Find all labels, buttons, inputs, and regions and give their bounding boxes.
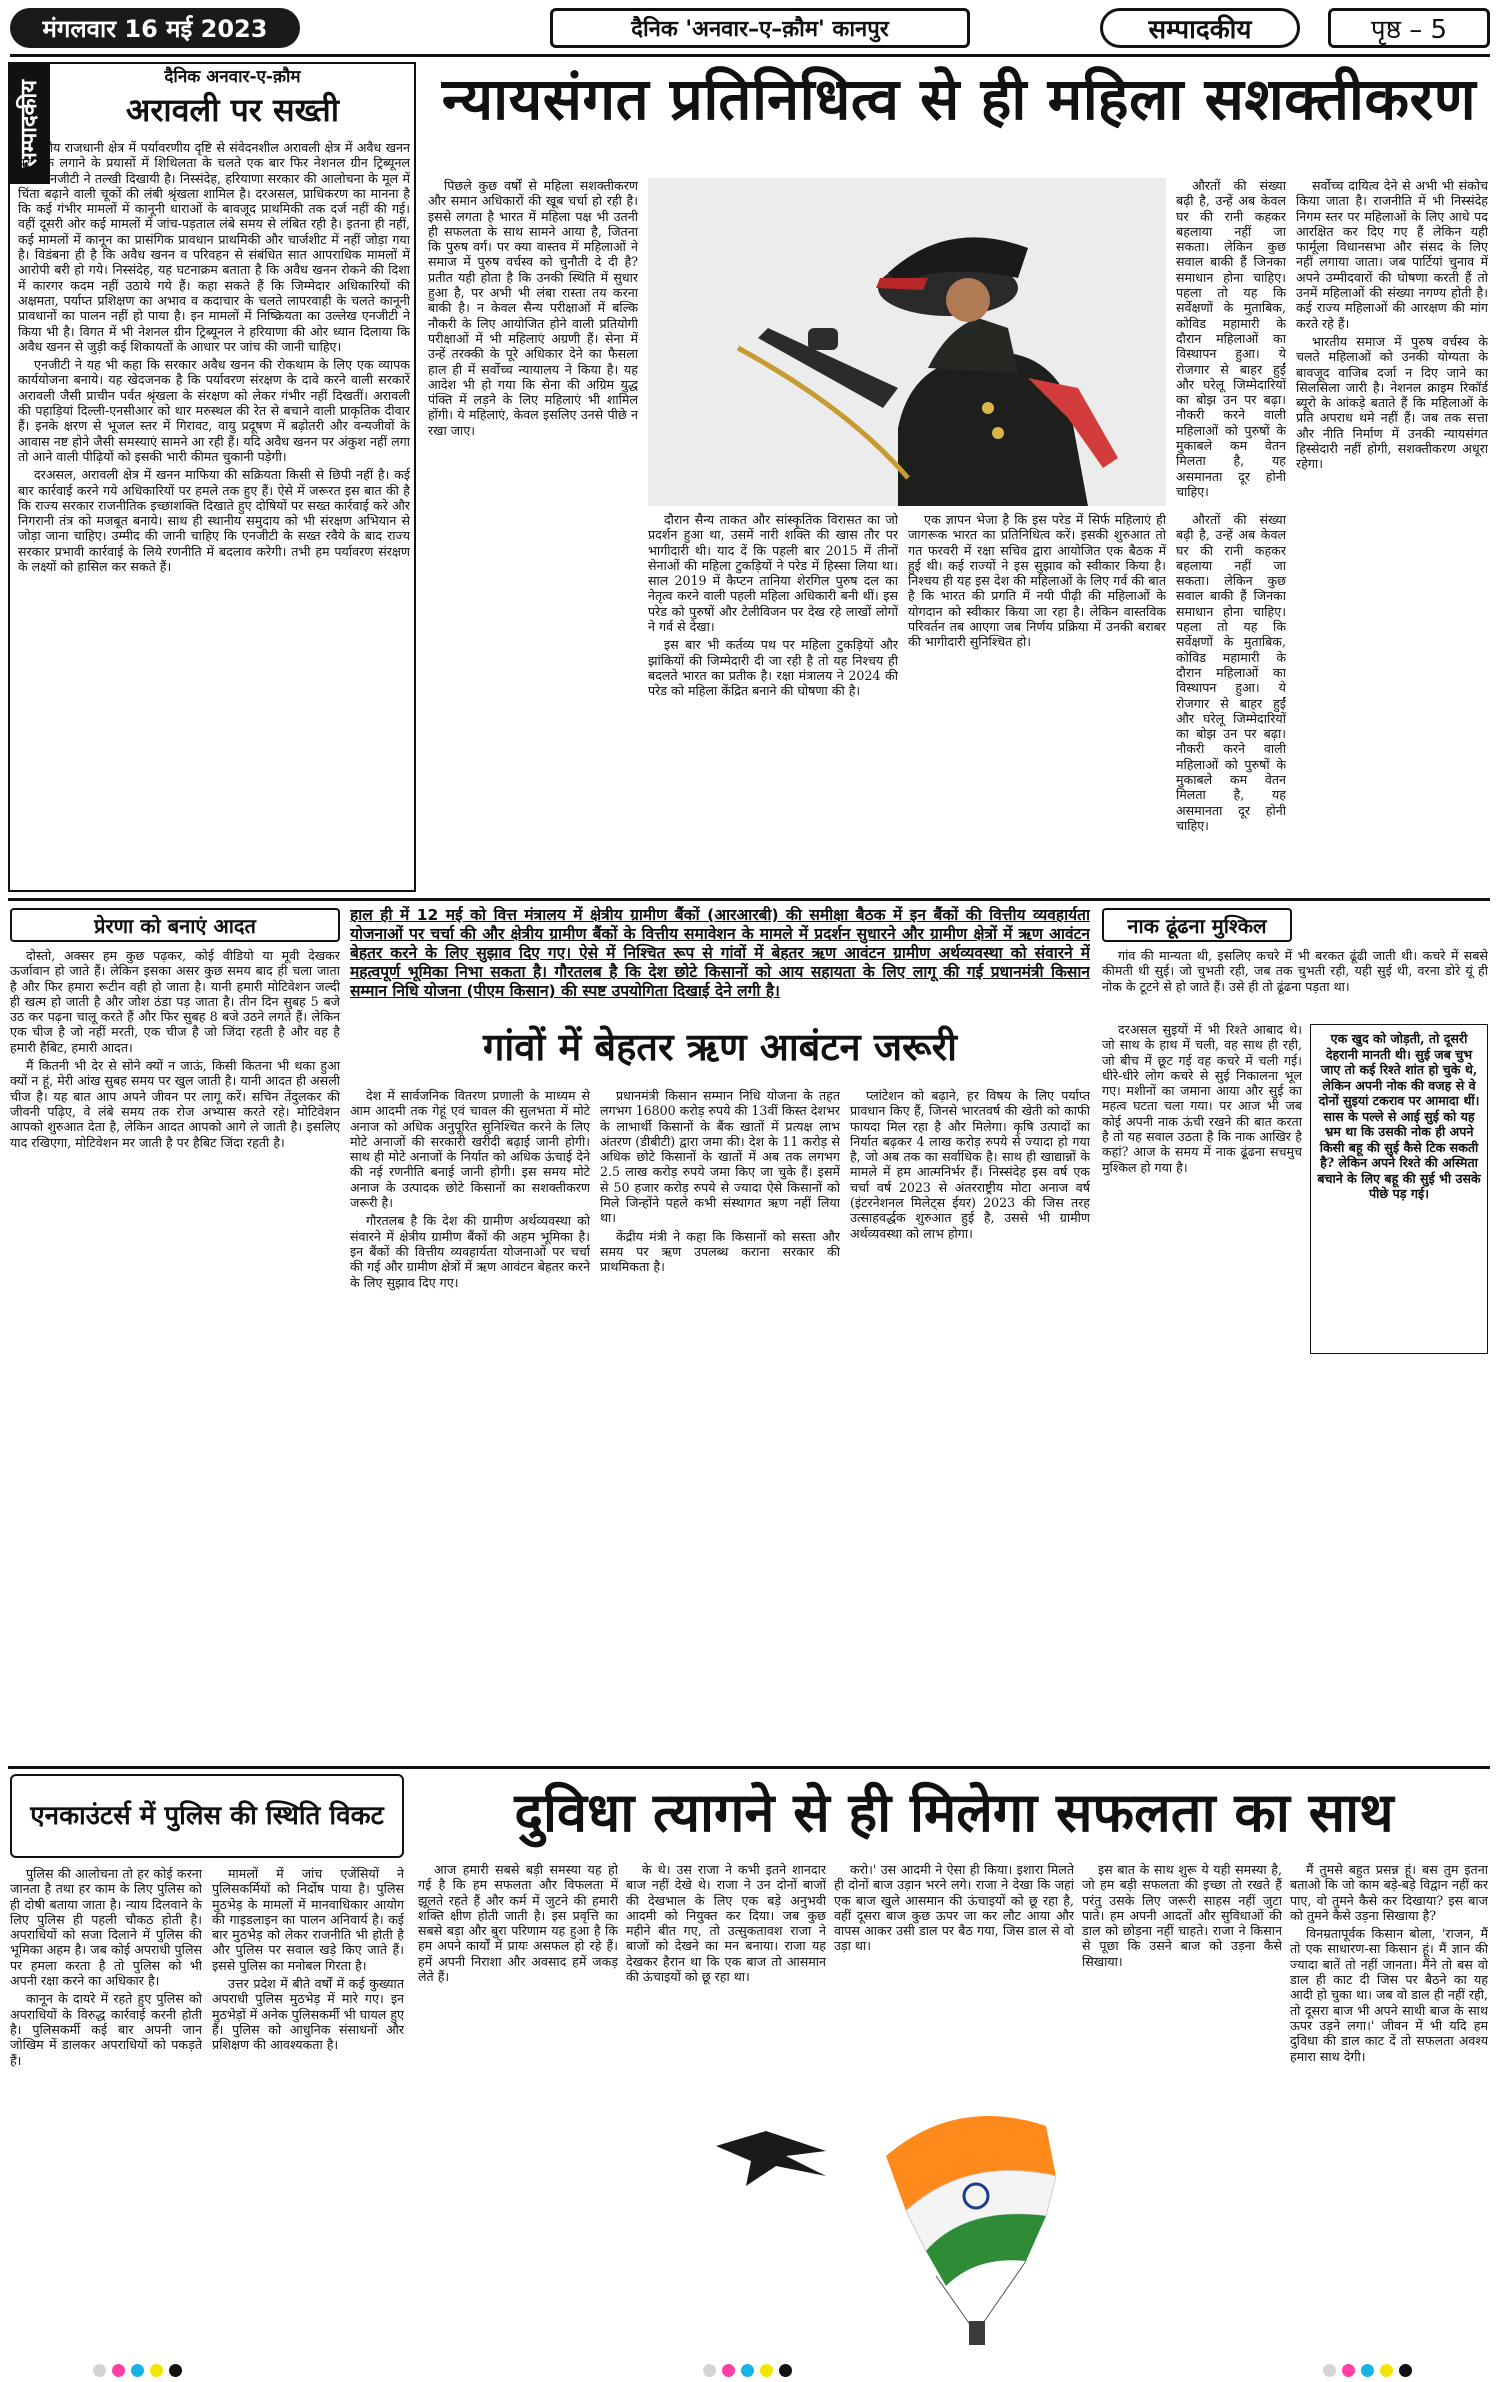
dilemma-column-2 (626, 1862, 826, 2032)
encounter-column-1 (10, 1866, 202, 2352)
registration-dot (703, 2364, 716, 2377)
dilemma-paragraph: विनम्रतापूर्वक किसान बोला, 'राजन, मैं तो एक साधारण-सा किसान हूं। मैं ज्ञान की ज्यादा बातें तो नहीं जानता। मैंने तो बस वो डाल ही काट दी जिस पर बैठने का यह आदी हो चुका था। जब वो डाल ही नहीं रही, तो दूसरा बाज भी अपने साथी बाज के साथ ऊपर उड़ने लगा।' जीवन में भी यदि हम दुविधा की डाल काट दें तो सफलता अवश्य हमारा साथ देगी। (1290, 1926, 1488, 2064)
lead-column-3 (908, 512, 1166, 892)
loan-column-2 (600, 1088, 840, 1760)
dilemma-paragraph: इस बात के साथ शुरू ये यही समस्या है, जो हम बड़ी सफलता की इच्छा तो रखते हैं परंतु उसके लिए जरूरी साहस नहीं जुटा पाते। हम अपनी आदतों और सुविधाओं की डाल को छोड़ना नहीं चाहते। राजा ने किसान से पूछा कि उसने बाज को उड़ना कैसे सिखाया। (1082, 1862, 1282, 1969)
loan-paragraph: प्लांटेशन को बढ़ाने, हर विषय के लिए पर्याप्त प्रावधान किए हैं, जिनसे भारतवर्ष की खेती को काफी फायदा मिल रहा है और मिलेगा। कृषि उत्पादों का निर्यात बढ़कर 4 लाख करोड़ रुपये से ज्यादा हो गया है, जो अब तक का सर्वाधिक है। साथ ही खाद्यान्नों के मामले में हम आत्मनिर्भर हैं। निस्संदेह इस वर्ष एक चर्चा वर्ष 2023 से अंतरराष्ट्रीय मोटा अनाज वर्ष (इंटरनेशनल मिलेट्स ईयर) 2023 की जिस तरह उत्साहवर्द्धक शुरुआत हुई है, उससे भी ग्रामीण अर्थव्यवस्था को लाभ होगा। (850, 1088, 1090, 1241)
dilemma-paragraph: करो।' उस आदमी ने ऐसा ही किया। इशारा मिलते ही दोनों बाज उड़ान भरने लगे। राजा ने देखा कि जहां एक बाज खुले आसमान की ऊंचाइयों को छू रहा है, वहीं दूसरा बाज कुछ ऊपर जा कर लौट आया और वापस आकर उसी डाल पर बैठ गया, जिस डाल से वो उड़ा था। (834, 1862, 1074, 1954)
editorial-title: अरावली पर सख्ती (125, 91, 340, 129)
loan-paragraph: केंद्रीय मंत्री ने कहा कि किसानों को सस्ता और समय पर ऋण उपलब्ध कराना सरकार की प्राथमिकता है। (600, 1228, 840, 1275)
lead-column-4 (1176, 512, 1286, 892)
loan-paragraph: प्रधानमंत्री किसान सम्मान निधि योजना के तहत लगभग 16800 करोड़ रुपये की 13वीं किस्त देशभर के लाभार्थी किसानों के बैंक खातों में प्रत्यक्ष लाभ अंतरण (डीबीटी) द्वारा जमा की। देश के 11 करोड़ से अधिक छोटे किसानों के खातों में अब तक लगभग 2.5 लाख करोड़ रुपये जमा किए जा चुके हैं। इसमें से 50 हजार करोड़ रुपये से ज्यादा ऐसे किसानों को मिले जिन्होंने पहले कभी संस्थागत ऋण नहीं लिया था। (600, 1088, 840, 1226)
lead-paragraph: औरतों की संख्या बढ़ी है, उन्हें अब केवल घर की रानी कहकर बहलाया नहीं जा सकता। लेकिन कुछ सवाल बाकी हैं जिनका समाधान होना चाहिए। पहला तो यह कि सर्वेक्षणों के मुताबिक, कोविड महामारी के दौरान महिलाओं का विस्थापन हुआ। ये रोजगार से बाहर हुईं और घरेलू जिम्मेदारियों का बोझ उन पर बढ़ा। नौकरी करने वाली महिलाओं को पुरुषों के मुकाबले कम वेतन मिलता है, यह असमानता दूर होनी चाहिए। (1176, 512, 1286, 833)
dilemma-column-4 (1082, 1862, 1282, 2352)
lead-column-5 (1296, 178, 1488, 891)
header-paper-name: दैनिक 'अनवार–ए–क़ौम' कानपुर (550, 8, 970, 48)
naak-pull-quote: एक खुद को जोड़ती, तो दूसरी देहरानी मानती थी। सुई जब चुभ जाए तो कई रिश्ते शांत हो चुके थे, लेकिन अपनी नोक की वजह से वे दोनों सुइयां टकराव पर आमादा थीं। सास के पल्ले से आई सुई को यह भ्रम था कि उसकी नोक ही अपने किसी बहू की सुई कैसे टिक सकती है? लेकिन अपने रिश्ते की अस्मिता बचाने के लिए बहू की सुई भी उसके पीछे पड़ गई। (1310, 1024, 1488, 1354)
lead-photo (648, 178, 1166, 506)
registration-dot (131, 2364, 144, 2377)
dilemma-paragraph: के थे। उस राजा ने कभी इतने शानदार बाज नहीं देखे थे। राजा ने उन दोनों बाजों की देखभाल के लिए एक बड़े अनुभवी आदमी को नियुक्त कर दिया। जब कुछ महीने बीत गए, तो उत्सुकतावश राजा ने बाजों को देखने का मन बनाया। राजा यह देखकर हैरान था कि एक बाज तो आसमान की ऊंचाइयों को छू रहा था। (626, 1862, 826, 1985)
loan-paragraph: गौरतलब है कि देश की ग्रामीण अर्थव्यवस्था को संवारने में क्षेत्रीय ग्रामीण बैंकों की अहम भूमिका है। इन बैंकों की वित्तीय व्यवहार्यता योजनाओं पर चर्चा की गई और ग्रामीण क्षेत्रों में ऋण आवंटन बेहतर करने के लिए सुझाव दिए गए। (350, 1213, 590, 1290)
dilemma-title: दुविधा त्यागने से ही मिलेगा सफलता का साथ (514, 1781, 1394, 1844)
motivation-paragraph: दोस्तो, अक्सर हम कुछ पढ़कर, कोई वीडियो या मूवी देखकर ऊर्जावान हो जाते हैं। लेकिन इसका असर कुछ समय बाद ही चला जाता है और फिर हमारा रूटीन वही हो जाता है। यानी हमारी मोटिवेशन जल्दी ही खत्म हो जाती है और जोश ठंडा पड़ जाता है। तीन दिन सुबह 5 बजे उठ कर पढ़ना चालू करते हैं और फिर सुबह 8 बजे उठने लगते हैं। लेकिन एक चीज है जो नहीं मरती, एक चीज है जो जिंदा रहती है और वह है हमारी हैबिट, हमारी आदत। (10, 948, 340, 1055)
page-header (10, 8, 1490, 48)
dilemma-photo (626, 2036, 1074, 2352)
section-rule-1 (8, 898, 1490, 901)
loan-paragraph: देश में सार्वजनिक वितरण प्रणाली के माध्यम से आम आदमी तक गेहूं एवं चावल की सुलभता में मोटे अनाज को अधिक अनुपूरित सुनिश्चित करने के लिए मोटे अनाजों की सरकारी खरीदी बढ़ाई जानी होगी। साथ ही मोटे अनाजों के निर्यात को अधिक ऊंचाई देने की नई रणनीति बनाई जानी होगी। इस समय मोटे अनाज के उत्पादक छोटे किसानों का सशक्तीकरण जरूरी है। (350, 1088, 590, 1211)
naak-paragraph: दरअसल सुइयों में भी रिश्ते आबाद थे। जो साथ के हाथ में चली, वह साथ ही रही, जो बीच में छूट गई वह कचरे में चली गई। धीरे-धीरे लोग कचरे से सुई निकालना भूल गए। मशीनों का जमाना आया और सुई का महत्व घटता चला गया। पर आज भी जब कोई अपनी नाक ऊंची रखने की बात करता है तो यह सवाल उठता है कि नाक आखिर है कहां? आज के समय में नाक ढूंढना सचमुच मुश्किल हो गया है। (1102, 1022, 1302, 1175)
dilemma-paragraph: मैं तुमसे बहुत प्रसन्न हूं। बस तुम इतना बताओ कि जो काम बड़े-बड़े विद्वान नहीं कर पाए, वो तुमने कैसे कर दिखाया? इस बाज को तुमने कैसे उड़ना सिखाया है? (1290, 1862, 1488, 1923)
lead-column-1 (428, 178, 638, 891)
editorial-paragraph: एनजीटी ने यह भी कहा कि सरकार अवैध खनन की रोकथाम के लिए एक व्यापक कार्ययोजना बनाये। यह खेदजनक है कि पर्यावरण संरक्षण के दावे करने वाली सरकारें अरावली जैसी प्राचीन पर्वत श्रृंखला के संरक्षण को लेकर गंभीर नहीं दिखतीं। अरावली की पहाड़ियां दिल्ली-एनसीआर को थार मरुस्थल की रेत से बचाने वाली प्राकृतिक दीवार हैं। इनके क्षरण से भूजल स्तर में गिरावट, वायु प्रदूषण में बढ़ोतरी और वन्यजीवों के आवास नष्ट होने जैसी समस्याएं सामने आ रही हैं। यदि अवैध खनन पर अंकुश नहीं लगा तो आने वाली पीढ़ियों को इसकी भारी कीमत चुकानी पड़ेगी। (18, 357, 410, 464)
loan-column-1 (350, 1088, 590, 1760)
registration-dot (1380, 2364, 1393, 2377)
encounter-column-2 (212, 1866, 404, 2352)
editorial-side-label: सम्पादकीय (17, 80, 42, 168)
naak-body (1102, 1022, 1302, 1760)
loan-title: गांवों में बेहतर ऋण आबंटन जरूरी (483, 1025, 957, 1069)
registration-dot (1342, 2364, 1355, 2377)
registration-dot (760, 2364, 773, 2377)
encounter-paragraph: मामलों में जांच एजेंसियों ने पुलिसकर्मियों को निर्दोष पाया है। पुलिस मुठभेड़ के मामलों में मानवाधिकार आयोग की गाइडलाइन का पालन अनिवार्य है। कई बार मुठभेड़ को लेकर राजनीति भी होती है और पुलिस पर सवाल खड़े किए जाते हैं। इससे पुलिस का मनोबल गिरता है। (212, 1866, 404, 1973)
lead-title: न्यायसंगत प्रतिनिधित्व से ही महिला सशक्तीकरण (441, 65, 1477, 133)
lead-paragraph: इस बार भी कर्तव्य पथ पर महिला टुकड़ियों और झांकियों की जिम्मेदारी दी जा रही है तो यह निश्चय ही बदलते भारत का प्रतीक है। रक्षा मंत्रालय ने 2024 की परेड को महिला केंद्रित बनाने की घोषणा की है। (648, 637, 898, 699)
encounter-paragraph: पुलिस की आलोचना तो हर कोई करना जानता है तथा हर काम के लिए पुलिस को ही दोषी बताया जाता है। न्याय दिलवाने के लिए पुलिस ही पहली चौकठ होती है। अपराधियों को सजा दिलाने में पुलिस की भूमिका अहम है। जब कोई अपराधी पुलिस पर हमला करता है तो पुलिस को भी अपनी रक्षा करने का अधिकार है। (10, 1866, 202, 1989)
registration-dot (93, 2364, 106, 2377)
lead-paragraph: पिछले कुछ वर्षों से महिला सशक्तीकरण और समान अधिकारों की खूब चर्चा हो रही है। इससे लगता है भारत में महिला पक्ष भी उतनी ही सफलता के साथ सामने आया है, जितना कि पुरुष वर्ग। पर क्या वास्तव में महिलाओं ने समाज में पुरुष वर्चस्व को चुनौती दे दी है? प्रतीत यही होता है कि उनकी स्थिति में सुधार हुआ है, पर अभी भी लंबा रास्ता तय करना बाकी है। न केवल सैन्य परीक्षाओं में बल्कि नौकरी के लिए आयोजित होने वाली प्रतियोगी परीक्षाओं में भी महिलाएं अग्रणी हैं। सेना में उन्हें तरक्की के पूरे अधिकार देने का फैसला हाल ही में सर्वोच्च न्यायालय ने किया है। यह आदेश भी हो गया कि सेना की अग्रिम युद्ध पंक्ति में लड़ने के लिए महिलाएं भी शामिल होंगी। ये महिलाएं, केवल इसलिए उनसे पीछे न रखा जाए। (428, 178, 638, 438)
lead-paragraph: भारतीय समाज में पुरुष वर्चस्व के चलते महिलाओं को उनकी योग्यता के बावजूद वाजिब दर्जा न दिए जाने का सिलसिला जारी है। नेशनल क्राइम रिकॉर्ड ब्यूरो के आंकड़े बताते हैं कि महिलाओं के प्रति अपराध थमे नहीं हैं। जब तक सत्ता और नीति निर्माण में उनकी न्यायसंगत हिस्सेदारी नहीं होगी, सशक्तीकरण अधूरा रहेगा। (1296, 333, 1488, 472)
registration-dot (1323, 2364, 1336, 2377)
registration-dot (779, 2364, 792, 2377)
encounter-title: एनकाउंटर्स में पुलिस की स्थिति विकट (10, 1774, 404, 1858)
lead-paragraph: औरतों की संख्या बढ़ी है, उन्हें अब केवल घर की रानी कहकर बहलाया नहीं जा सकता। लेकिन कुछ सवाल बाकी हैं जिनका समाधान होना चाहिए। पहला तो यह कि सर्वेक्षणों के मुताबिक, कोविड महामारी के दौरान महिलाओं का विस्थापन हुआ। ये रोजगार से बाहर हुईं और घरेलू जिम्मेदारियों का बोझ उन पर बढ़ा। नौकरी करने वाली महिलाओं को पुरुषों के मुकाबले कम वेतन मिलता है, यह असमानता दूर होनी चाहिए। (1176, 178, 1286, 499)
registration-marks-left (90, 2362, 185, 2381)
registration-dot (112, 2364, 125, 2377)
loan-summary: हाल ही में 12 मई को वित्त मंत्रालय में क्षेत्रीय ग्रामीण बैंकों (आरआरबी) की समीक्षा बैठक में इन बैंकों की वित्तीय व्यवहार्यता योजनाओं पर चर्चा की और क्षेत्रीय ग्रामीण बैंकों के वित्तीय समावेशन के मामले में प्रदर्शन सुधारने और ग्रामीण क्षेत्रों में ऋण आवंटन बेहतर करने के लिए सुझाव दिए गए। ऐसे में निश्चित रूप से गांवों में बेहतर ऋण आवंटन ग्रामीण अर्थव्यवस्था को संवारने में महत्वपूर्ण भूमिका निभा सकता है। गौरतलब है कि देश छोटे किसानों को आय सहायता के लिए लागू की गई प्रधानमंत्री किसान सम्मान निधि योजना (पीएम किसान) की स्पष्ट उपयोगिता दिखाई देने लगी है। (350, 906, 1090, 1000)
loan-column-3 (850, 1088, 1090, 1760)
motivation-paragraph: मैं कितनी भी देर से सोने क्यों न जाऊं, किसी कितना भी थका हुआ क्यों न हूं, मेरी आंख सुबह समय पर खुल जाती है। यानी आदत ही असली चीज है। यह बात आप अपने जीवन पर लागू करें। सचिन तेंदुलकर की जीवनी पढ़िए, वे लंबे समय तक रोज अभ्यास करते रहे। मोटिवेशन आपको शुरुआत देता है, लेकिन आदत आपको आगे ले जाती है। इसलिए याद रखिएगा, मोटिवेशन मर जाती है पर हैबिट जिंदा रहती है। (10, 1058, 340, 1150)
lead-photo-illustration (648, 178, 1166, 506)
editorial-masthead: दैनिक अनवार-ए-क़ौम (164, 67, 301, 87)
dilemma-paragraph: आज हमारी सबसे बड़ी समस्या यह हो गई है कि हम सफलता और विफलता में झूलते रहते हैं और कर्म में जुटने की हमारी शक्ति क्षीण होती जाती है। इस प्रवृत्ति का सबसे बड़ा और बुरा परिणाम यह हुआ है कि हम अपने कार्यों में प्रायः असफल हो रहे हैं। हमें अपनी निराशा और अवसाद हमें जकड़ लेते हैं। (418, 1862, 618, 1985)
encounter-paragraph: उत्तर प्रदेश में बीते वर्षों में कई कुख्यात अपराधी पुलिस मुठभेड़ में मारे गए। इन मुठभेड़ों में अनेक पुलिसकर्मी भी घायल हुए हैं। पुलिस को आधुनिक संसाधनों और प्रशिक्षण की आवश्यकता है। (212, 1976, 404, 2053)
registration-band (0, 2356, 1500, 2382)
registration-dot (150, 2364, 163, 2377)
registration-dot (722, 2364, 735, 2377)
lead-column-4-top (1176, 178, 1286, 506)
registration-marks-right (1320, 2362, 1415, 2381)
lead-paragraph: सर्वोच्च दायित्व देने से अभी भी संकोच किया जाता है। राजनीति में भी निस्संदेह निगम स्तर पर महिलाओं के लिए आधे पद आरक्षित कर दिए गए हैं लेकिन यही फार्मूला विधानसभा और संसद के लिए नहीं लगाया जाता। जब पार्टियां चुनाव में अपने उम्मीदवारों की घोषणा करती हैं तो उनमें महिलाओं की संख्या नगण्य होती है। कई राज्य महिलाओं की आरक्षण की मांग करते रहे हैं। (1296, 178, 1488, 331)
naak-intro (1102, 948, 1488, 1016)
naak-title: नाक ढूंढना मुश्किल (1102, 908, 1292, 942)
header-rule (10, 54, 1490, 57)
dilemma-photo-illustration (626, 2036, 1074, 2352)
header-date: मंगलवार 16 मई 2023 (10, 8, 300, 48)
editorial-paragraph: राष्ट्रीय राजधानी क्षेत्र में पर्यावरणीय दृष्टि से संवेदनशील अरावली क्षेत्र में अवैध खनन पर रोक लगाने के प्रयासों में शिथिलता के चलते एक बार फिर नेशनल ग्रीन ट्रिब्यूनल यानी एनजीटी ने तल्खी दिखायी है। निस्संदेह, हरियाणा सरकार की आलोचना के मूल में चिंता बढ़ाने वाली चूकों की लंबी श्रृंखला शामिल है। दरअसल, प्राधिकरण का मानना है कि कई गंभीर मामलों में कानूनी धाराओं के बावजूद प्राथमिकी तक दर्ज नहीं की गई। वहीं दूसरी ओर कई मामलों में जांच-पड़ताल लंबे समय से लंबित रही है। इतना ही नहीं, कई मामलों में कानून का प्रासंगिक प्रावधान प्राथमिकी और चार्जशीट में नहीं जोड़ा गया है। विडंबना ही है कि अवैध खनन व परिवहन से संबंधित सात आपराधिक मामलों में आरोपी बरी हो गये। निस्संदेह, यह घटनाक्रम बताता है कि अवैध खनन रोकने की दिशा में कारगर कदम नहीं उठाये गये हैं। कहा सकते हैं कि जिम्मेदार अधिकारियों की अक्षमता, पर्याप्त प्रशिक्षण का अभाव व कदाचार के चलते लापरवाही के चलते कानूनी प्रावधानों का पालन नहीं हो पाया है। इन मामलों में निष्क्रियता का उल्लेख एनजीटी ने किया भी है। विगत में भी नेशनल ग्रीन ट्रिब्यूनल ने हरियाणा की ओर ध्यान दिलाया कि अवैध खनन से जुड़ी कई शिकायतों के आधार पर जांच की जानी चाहिए। (18, 140, 410, 354)
registration-dot (1399, 2364, 1412, 2377)
header-page-number: पृष्ठ – 5 (1328, 8, 1490, 48)
motivation-body (10, 948, 340, 1760)
dilemma-column-5 (1290, 1862, 1488, 2352)
registration-dot (741, 2364, 754, 2377)
naak-paragraph: गांव की मान्यता थी, इसलिए कचरे में भी बरकत ढूंढी जाती थी। कचरे में सबसे कीमती थी सुई। जो चुभती रही, जब तक चुभती रही, यही सुई थी, वरना डोरे यूं ही नोक के टूटने से हो जाते हैं। उसे ही तो ढूंढना पड़ता था। (1102, 948, 1488, 994)
lead-paragraph: एक ज्ञापन भेजा है कि इस परेड में सिर्फ महिलाएं ही जागरूक भारत का प्रतिनिधित्व करें। इसकी शुरुआत तो गत फरवरी में रक्षा सचिव द्वारा आयोजित एक बैठक में हुई थी। कई राज्यों ने इस सुझाव को स्वीकार किया है। निश्चय ही यह इस देश की महिलाओं के लिए गर्व की बात है कि भारत की प्रगति में नयी पीढ़ी की महिलाओं के योगदान को स्वीकार किया जा रहा है। लेकिन वास्तविक परिवर्तन तब आएगा जब निर्णय प्रक्रिया में उनकी बराबर की भागीदारी सुनिश्चित हो। (908, 512, 1166, 650)
lead-paragraph: दौरान सैन्य ताकत और सांस्कृतिक विरासत का जो प्रदर्शन हुआ था, उसमें नारी शक्ति की खास तौर पर भागीदारी थी। याद दें कि पहली बार 2015 में तीनों सेनाओं की महिला टुकड़ियों ने परेड में हिस्सा लिया था। साल 2019 में कैप्टन तानिया शेरगिल पुरुष दल का नेतृत्व करने वाली पहली महिला अधिकारी बनी थीं। इस परेड को पुरुषों और टेलीविजन पर देख रहे लाखों लोगों ने गर्व से देखा। (648, 512, 898, 635)
registration-dot (1361, 2364, 1374, 2377)
motivation-title: प्रेरणा को बनाएं आदत (10, 908, 340, 942)
lead-column-2 (648, 512, 898, 892)
dilemma-column-1 (418, 1862, 618, 2352)
editorial-paragraph: दरअसल, अरावली क्षेत्र में खनन माफिया की सक्रियता किसी से छिपी नहीं है। कई बार कार्रवाई करने गये अधिकारियों पर हमले तक हुए हैं। ऐसे में जरूरत इस बात की है कि राज्य सरकार राजनीतिक इच्छाशक्ति दिखाते हुए दोषियों पर सख्त कार्रवाई करे और निगरानी तंत्र को मजबूत बनाये। साथ ही स्थानीय समुदाय को भी संरक्षण अभियान से जोड़ा जाना चाहिए। उम्मीद की जानी चाहिए कि एनजीटी के सख्त रवैये के बाद राज्य सरकार प्रभावी कार्रवाई के लिये रणनीति में बदलाव करेगी। तभी हम पर्यावरण संरक्षण के लक्ष्यों को हासिल कर सकते हैं। (18, 467, 410, 575)
dilemma-column-3 (834, 1862, 1074, 2032)
registration-dot (169, 2364, 182, 2377)
header-section: सम्पादकीय (1100, 8, 1300, 48)
encounter-paragraph: कानून के दायरे में रहते हुए पुलिस को अपराधियों के विरुद्ध कार्रवाई करनी होती है। पुलिसकर्मी कई बार अपनी जान जोखिम में डालकर अपराधियों को पकड़ते हैं। (10, 1991, 202, 2068)
section-rule-2 (8, 1766, 1490, 1769)
editorial-body (18, 140, 410, 885)
registration-marks-center (700, 2362, 795, 2381)
